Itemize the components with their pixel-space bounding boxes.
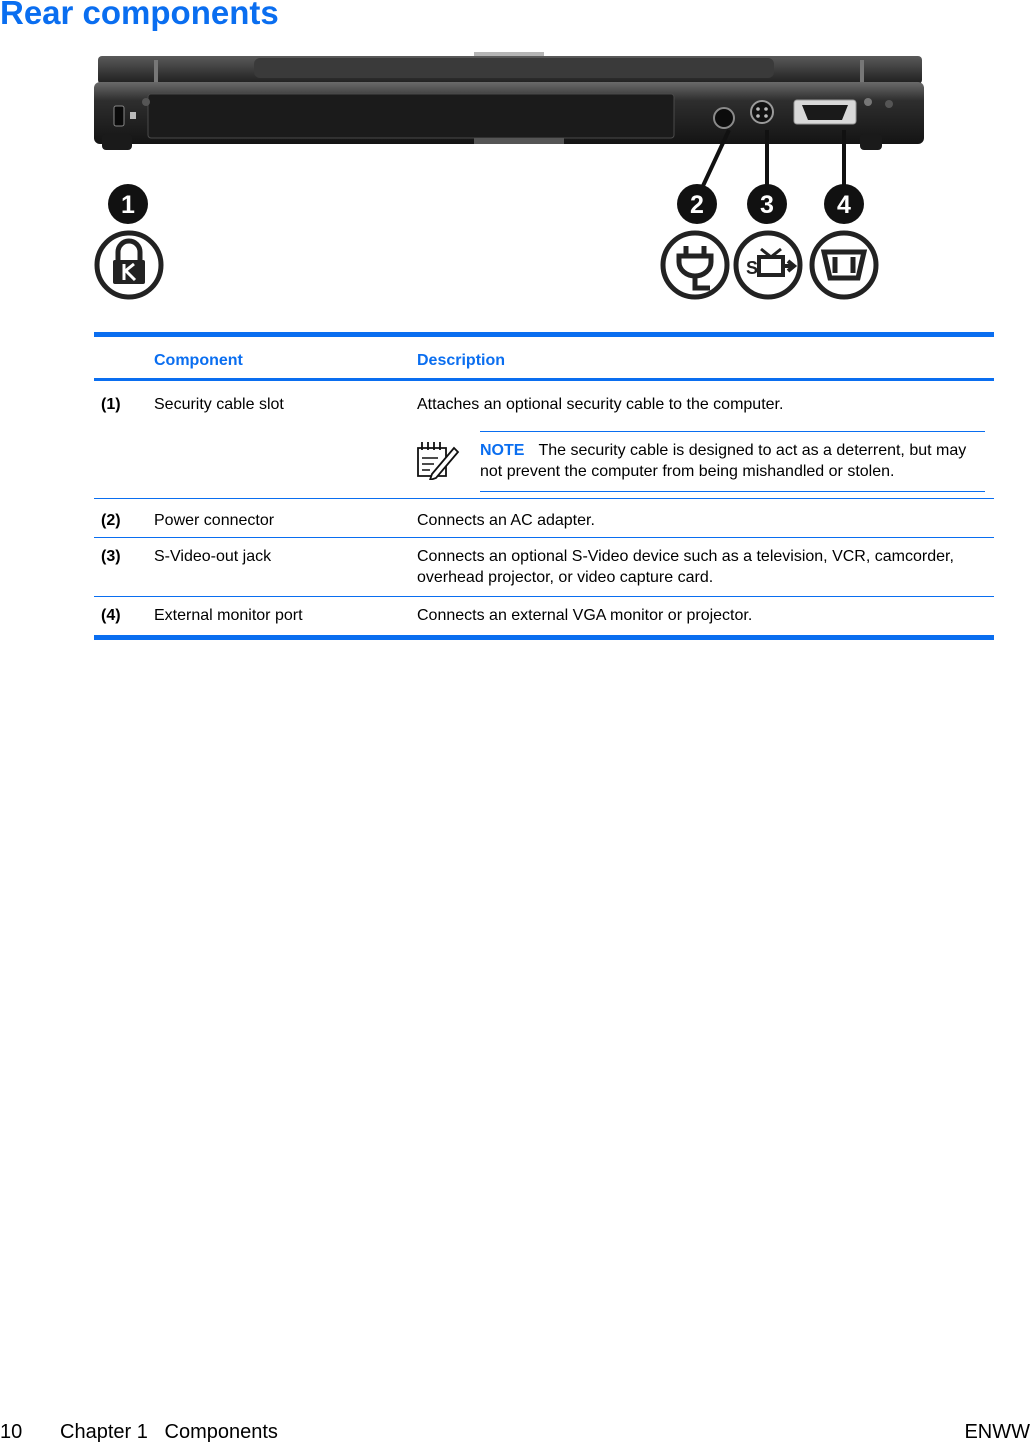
laptop-rear-figure <box>94 50 934 300</box>
row-number: (4) <box>101 607 121 624</box>
table-row <box>94 381 994 498</box>
callout-1 <box>108 184 148 224</box>
laptop-rear-illustration <box>94 50 934 300</box>
note-label: NOTE <box>480 442 525 459</box>
page-number: 10 <box>0 1421 23 1443</box>
row-description: Connects an optional S-Video device such as a television, VCR, camcorder, overhead projector, or video capture card. <box>417 548 954 586</box>
description-column-header: Description <box>417 352 506 369</box>
note-pencil-icon <box>416 438 460 480</box>
row-number: (3) <box>101 548 121 565</box>
row-component: Power connector <box>154 512 275 529</box>
svg-text:S: S <box>746 258 759 278</box>
table-row <box>94 597 994 635</box>
row-description: Connects an external VGA monitor or projector. <box>417 607 753 624</box>
table-bottom-rule <box>94 635 994 640</box>
laptop-base <box>94 82 924 150</box>
row-number: (2) <box>101 512 121 529</box>
table-row <box>94 538 994 596</box>
row-description: Attaches an optional security cable to the computer. <box>417 396 784 413</box>
laptop-lid <box>98 52 922 84</box>
table-row <box>94 499 994 537</box>
chapter-title: Chapter 1 Components <box>60 1421 278 1443</box>
row-number: (1) <box>101 396 121 413</box>
s-video-icon <box>736 233 800 297</box>
document-code: ENWW <box>964 1421 1030 1443</box>
component-column-header: Component <box>154 352 243 369</box>
callout-3-label: 3 <box>760 191 774 219</box>
row-component: Security cable slot <box>154 396 284 413</box>
callout-2-label: 2 <box>690 191 704 219</box>
page-footer <box>0 1421 1030 1443</box>
row-description: Connects an AC adapter. <box>417 512 595 529</box>
security-note <box>480 431 985 492</box>
lock-icon <box>97 233 161 297</box>
power-plug-icon <box>663 233 727 297</box>
row-component: S-Video-out jack <box>154 548 272 565</box>
page-title: Rear components <box>0 0 279 31</box>
callout-2 <box>677 184 717 224</box>
callout-1-label: 1 <box>121 191 135 219</box>
table-header-row <box>94 337 994 378</box>
monitor-port-icon <box>812 233 876 297</box>
components-table <box>94 332 994 640</box>
callout-4 <box>824 184 864 224</box>
row-component: External monitor port <box>154 607 303 624</box>
callout-3 <box>747 184 787 224</box>
note-text: The security cable is designed to act as a deterrent, but may not prevent the computer from being mishandled or stolen. <box>480 442 967 480</box>
callout-4-label: 4 <box>837 191 851 219</box>
